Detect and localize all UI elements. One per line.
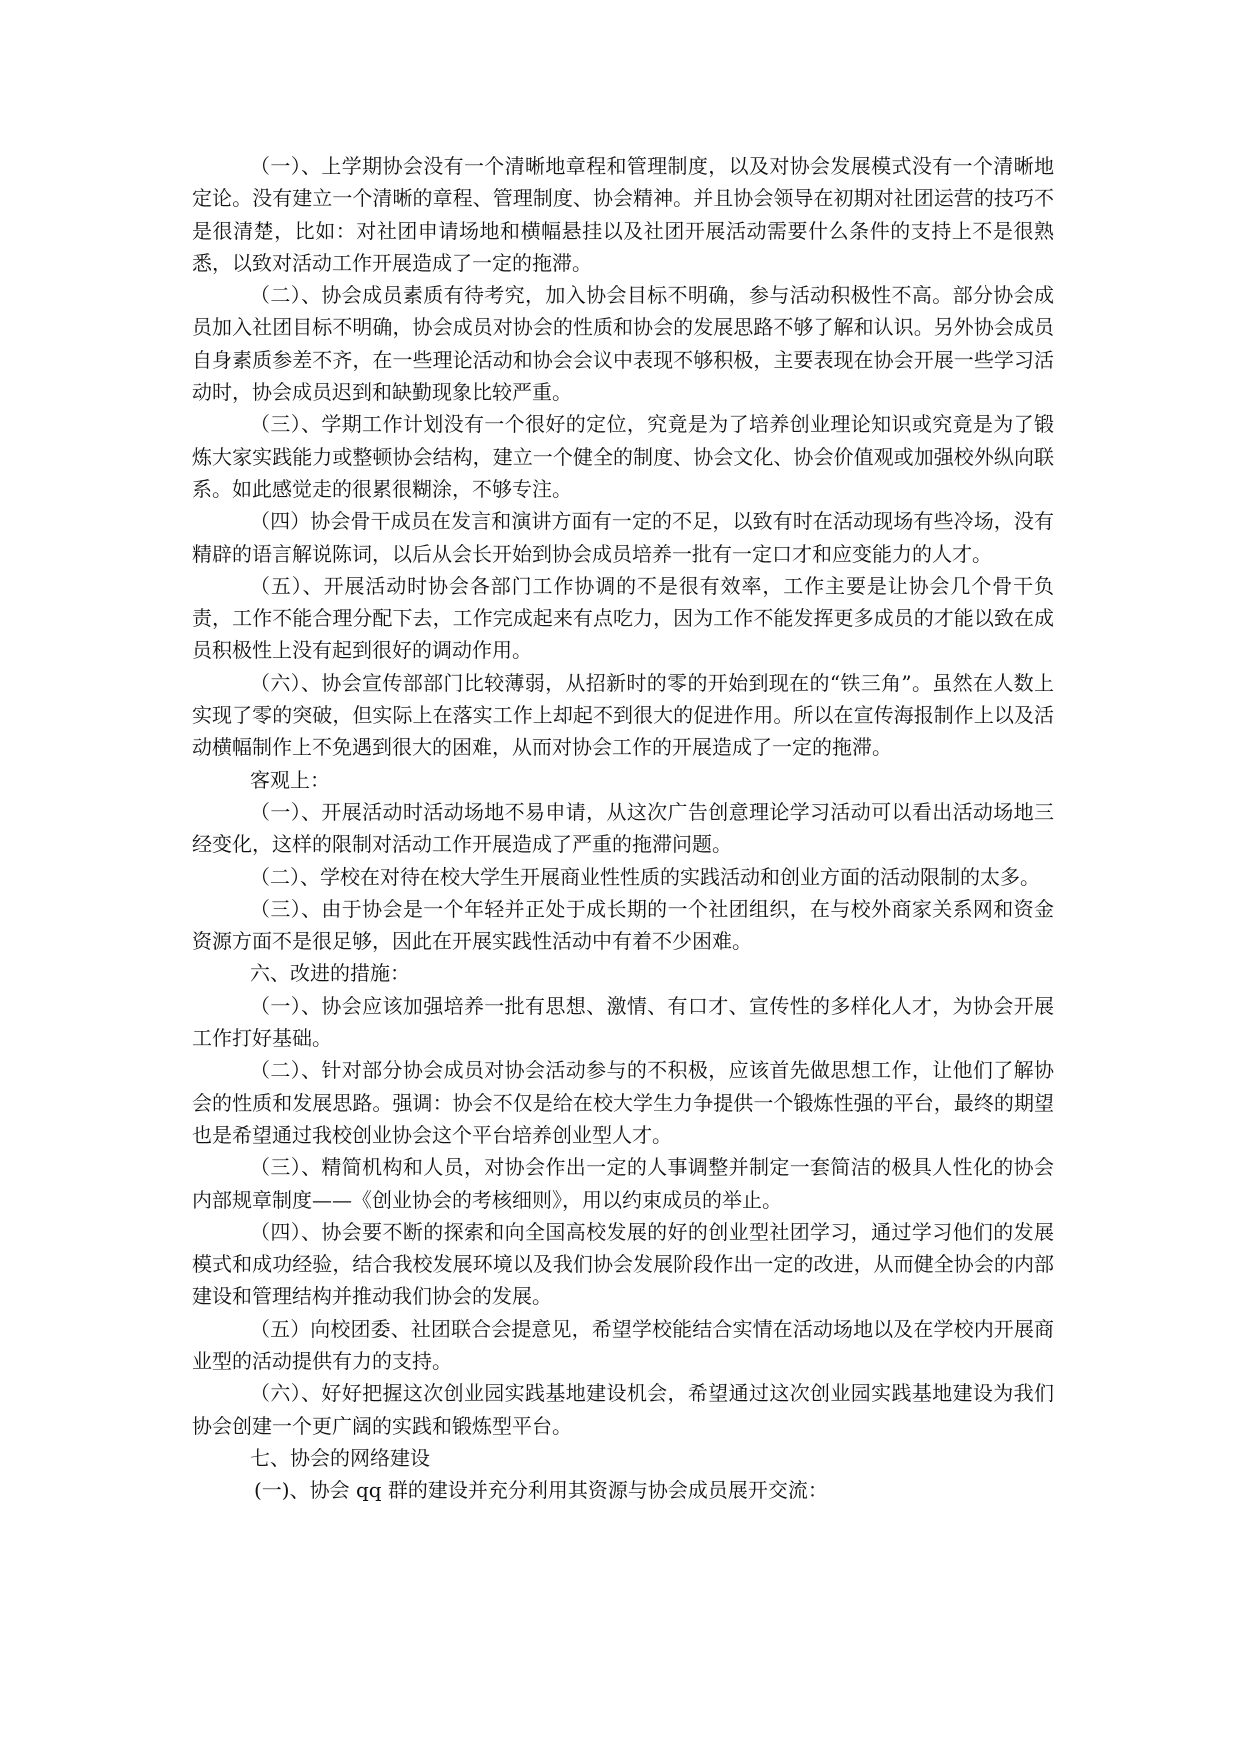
paragraph-objective-2: （二）、学校在对待在校大学生开展商业性性质的实践活动和创业方面的活动限制的太多。 — [250, 864, 1040, 889]
document-body — [192, 150, 1054, 1506]
paragraph-subjective-3: （三）、学期工作计划没有一个很好的定位，究竟是为了培养创业理论知识或究竟是为了锻炼大家实践能力或整顿协会结构，建立一个健全的制度、协会文化、协会价值观或加强校外纵向联系。如此感觉走的很累很糊涂，不够专注。 — [192, 412, 1054, 501]
paragraph-subjective-1: （一）、上学期协会没有一个清晰地章程和管理制度，以及对协会发展模式没有一个清晰地定论。没有建立一个清晰的章程、管理制度、协会精神。并且协会领导在初期对社团运营的技巧不是很清楚，比如：对社团申请场地和横幅悬挂以及社团开展活动需要什么条件的支持上不是很熟悉，以致对活动工作开展造成了一定的拖滞。 — [192, 154, 1054, 275]
paragraph-subjective-6: （六）、协会宣传部部门比较薄弱，从招新时的零的开始到现在的“铁三角”。虽然在人数上实现了零的突破，但实际上在落实工作上却起不到很大的促进作用。所以在宣传海报制作上以及活动横幅制作上不免遇到很大的困难，从而对协会工作的开展造成了一定的拖滞。 — [192, 670, 1054, 760]
paragraph-improvement-6: （六）、好好把握这次创业园实践基地建设机会，希望通过这次创业园实践基地建设为我们协会创建一个更广阔的实践和锻炼型平台。 — [192, 1381, 1054, 1438]
paragraph-subjective-4: （四）协会骨干成员在发言和演讲方面有一定的不足，以致有时在活动现场有些冷场，没有精辟的语言解说陈词，以后从会长开始到协会成员培养一批有一定口才和应变能力的人才。 — [192, 509, 1054, 566]
paragraph-improvement-4: （四）、协会要不断的探索和向全国高校发展的好的创业型社团学习，通过学习他们的发展模式和成功经验，结合我校发展环境以及我们协会发展阶段作出一定的改进，从而健全协会的内部建设和管理结构并推动我们协会的发展。 — [192, 1219, 1054, 1309]
paragraph-objective-3: （三）、由于协会是一个年轻并正处于成长期的一个社团组织，在与校外商家关系网和资金资源方面不是很足够，因此在开展实践性活动中有着不少困难。 — [192, 896, 1054, 954]
paragraph-subjective-5: （五）、开展活动时协会各部门工作协调的不是很有效率，工作主要是让协会几个骨干负责，工作不能合理分配下去，工作完成起来有点吃力，因为工作不能发挥更多成员的才能以致在成员积极性上没有起到很好的调动作用。 — [192, 573, 1054, 663]
paragraph-objective-1: （一）、开展活动时活动场地不易申请，从这次广告创意理论学习活动可以看出活动场地三经变化，这样的限制对活动工作开展造成了严重的拖滞问题。 — [192, 799, 1054, 857]
section-heading-improvements: 六、改进的措施： — [250, 961, 410, 986]
paragraph-improvement-3: （三）、精简机构和人员，对协会作出一定的人事调整并制定一套简洁的极具人性化的协会内部规章制度——《创业协会的考核细则》，用以约束成员的举止。 — [192, 1155, 1054, 1212]
paragraph-improvement-1: （一）、协会应该加强培养一批有思想、激情、有口才、宣传性的多样化人才，为协会开展工作打好基础。 — [192, 993, 1054, 1051]
section-heading-objective: 客观上： — [250, 767, 330, 792]
paragraph-network-1: (一)、协会 qq 群的建设并充分利用其资源与协会成员展开交流： — [254, 1478, 828, 1503]
paragraph-subjective-2: （二）、协会成员素质有待考究，加入协会目标不明确，参与活动积极性不高。部分协会成员加入社团目标不明确，协会成员对协会的性质和协会的发展思路不够了解和认识。另外协会成员自身素质参差不齐，在一些理论活动和协会会议中表现不够积极，主要表现在协会开展一些学习活动时，协会成员迟到和缺勤现象比较严重。 — [192, 283, 1054, 405]
paragraph-improvement-2: （二）、针对部分协会成员对协会活动参与的不积极，应该首先做思想工作，让他们了解协会的性质和发展思路。强调：协会不仅是给在校大学生力争提供一个锻炼性强的平台，最终的期望也是希望通过我校创业协会这个平台培养创业型人才。 — [192, 1058, 1054, 1147]
section-heading-network: 七、协会的网络建设 — [250, 1445, 430, 1470]
paragraph-improvement-5: （五）向校团委、社团联合会提意见，希望学校能结合实情在活动场地以及在学校内开展商业型的活动提供有力的支持。 — [192, 1316, 1054, 1373]
